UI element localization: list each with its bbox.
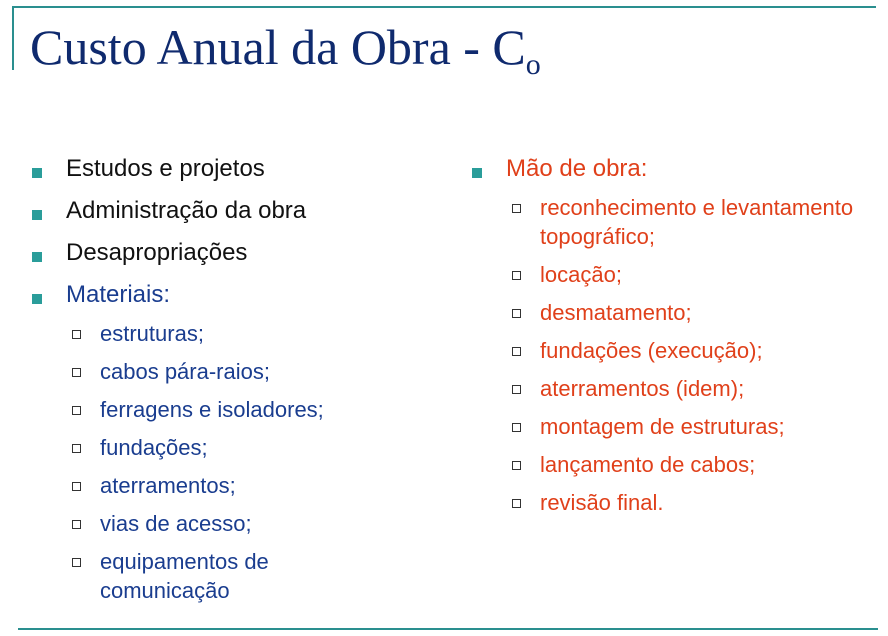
sublist-item-label: aterramentos (idem);: [540, 376, 745, 401]
sublist-item-label: ferragens e isoladores;: [100, 397, 324, 422]
sublist-item-label: montagem de estruturas;: [540, 414, 785, 439]
list-item-administracao: [30, 197, 450, 225]
materiais-sublist: [66, 319, 450, 605]
list-item-label: Materiais:: [66, 281, 171, 308]
list-item-estudos: [30, 155, 450, 183]
square-bullet-icon: [32, 210, 42, 220]
frame-top-line: [12, 6, 876, 8]
sublist-item-label: cabos pára-raios;: [100, 359, 270, 384]
sublist-item: [506, 260, 880, 289]
sublist-item: [66, 395, 450, 424]
right-bullet-list: [470, 155, 880, 517]
slide-title-main: Custo Anual da Obra - C: [30, 19, 526, 75]
sublist-item-label: estruturas;: [100, 321, 204, 346]
hollow-square-bullet-icon: [512, 204, 521, 213]
list-item-desapropriacoes: [30, 239, 450, 267]
list-item-materiais: [30, 281, 450, 605]
sublist-item: [66, 547, 340, 605]
sublist-item-label: desmatamento;: [540, 300, 692, 325]
list-item-label: Desapropriações: [66, 239, 248, 266]
slide-title-subscript: o: [525, 48, 541, 81]
hollow-square-bullet-icon: [72, 406, 81, 415]
list-item-label: Administração da obra: [66, 197, 307, 224]
square-bullet-icon: [472, 168, 482, 178]
left-bullet-list: [30, 155, 450, 605]
hollow-square-bullet-icon: [512, 499, 521, 508]
mao-de-obra-sublist: [506, 193, 880, 517]
sublist-item: [66, 471, 450, 500]
sublist-item: [506, 193, 858, 251]
hollow-square-bullet-icon: [512, 461, 521, 470]
hollow-square-bullet-icon: [512, 309, 521, 318]
sublist-item: [506, 488, 880, 517]
sublist-item: [506, 374, 880, 403]
sublist-item-label: locação;: [540, 262, 622, 287]
hollow-square-bullet-icon: [72, 520, 81, 529]
sublist-item-label: vias de acesso;: [100, 511, 252, 536]
sublist-item: [506, 336, 880, 365]
sublist-item: [66, 433, 450, 462]
frame-bottom-line: [18, 628, 878, 630]
sublist-item-label: fundações (execução);: [540, 338, 763, 363]
right-column: [470, 155, 880, 531]
hollow-square-bullet-icon: [512, 423, 521, 432]
hollow-square-bullet-icon: [72, 330, 81, 339]
hollow-square-bullet-icon: [512, 271, 521, 280]
sublist-item-label: aterramentos;: [100, 473, 236, 498]
square-bullet-icon: [32, 168, 42, 178]
sublist-item: [66, 319, 450, 348]
square-bullet-icon: [32, 252, 42, 262]
hollow-square-bullet-icon: [512, 385, 521, 394]
sublist-item-label: revisão final.: [540, 490, 664, 515]
sublist-item-label: lançamento de cabos;: [540, 452, 756, 477]
sublist-item-label: equipamentos de comunicação: [100, 549, 269, 603]
sublist-item: [506, 298, 880, 327]
sublist-item: [506, 412, 880, 441]
list-item-label: Estudos e projetos: [66, 155, 265, 182]
sublist-item: [506, 450, 880, 479]
hollow-square-bullet-icon: [512, 347, 521, 356]
hollow-square-bullet-icon: [72, 444, 81, 453]
list-item-label: Mão de obra:: [506, 155, 648, 182]
left-column: [30, 155, 450, 619]
slide-title: [30, 20, 541, 81]
list-item-mao-de-obra: [470, 155, 880, 517]
frame-left-line: [12, 6, 14, 70]
sublist-item-label: fundações;: [100, 435, 208, 460]
hollow-square-bullet-icon: [72, 558, 81, 567]
sublist-item-label: reconhecimento e levantamento topográfico;: [540, 195, 854, 249]
square-bullet-icon: [32, 294, 42, 304]
hollow-square-bullet-icon: [72, 482, 81, 491]
sublist-item: [66, 357, 450, 386]
hollow-square-bullet-icon: [72, 368, 81, 377]
sublist-item: [66, 509, 450, 538]
